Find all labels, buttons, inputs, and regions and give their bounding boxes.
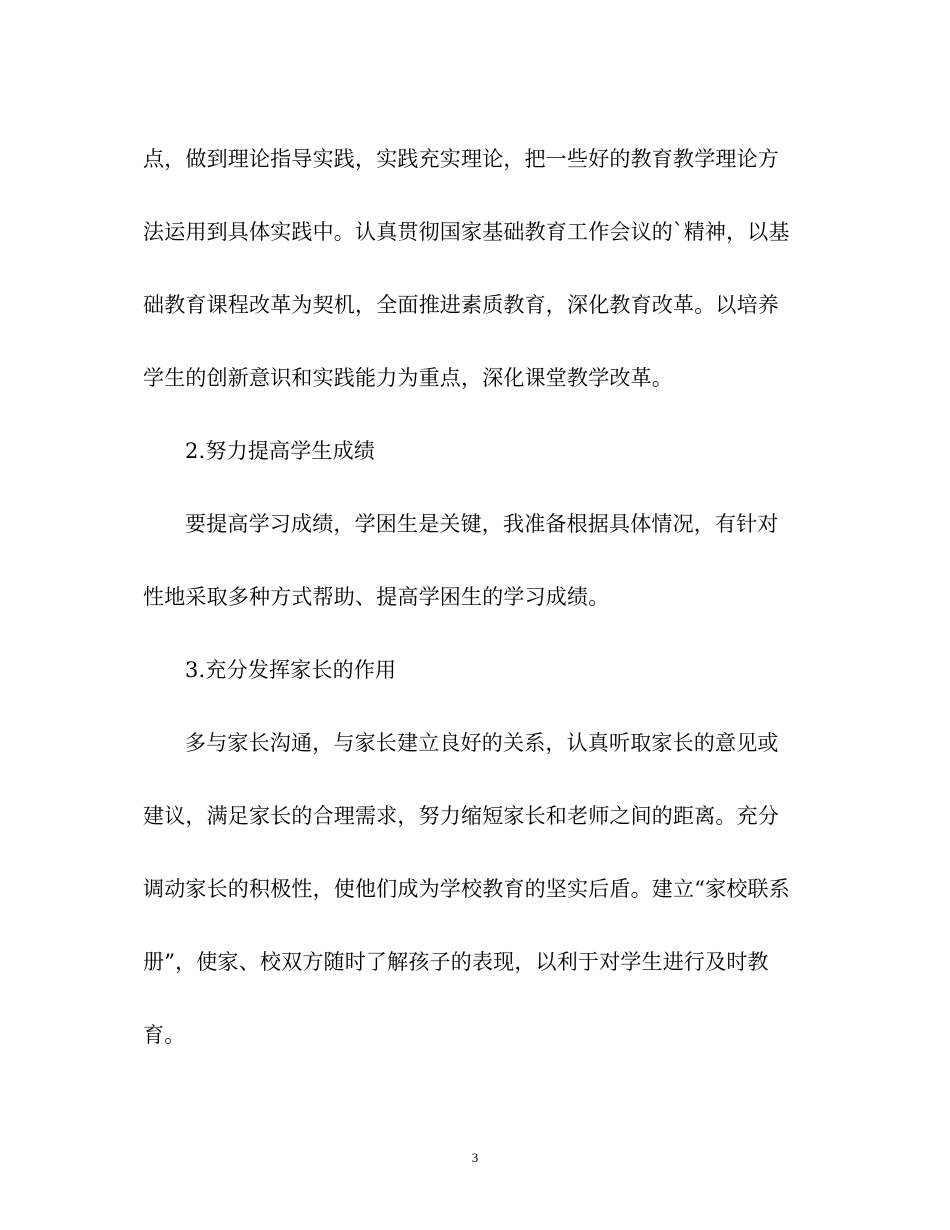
paragraph-line: 学生的创新意识和实践能力为重点，深化课堂教学改革。 (143, 366, 673, 390)
paragraph-line: 育。 (143, 1023, 186, 1047)
page-number: 3 (471, 1150, 479, 1165)
paragraph-line: 要提高学习成绩，学困生是关键，我准备根据具体情况，有针对 (185, 512, 779, 536)
paragraph-line: 法运用到具体实践中。认真贯彻国家基础教育工作会议的`精神，以基 (143, 220, 790, 244)
paragraph-line: 册”，使家、校双方随时了解孩子的表现，以利于对学生进行及时教 (143, 950, 769, 974)
paragraph-line: 多与家长沟通，与家长建立良好的关系，认真听取家长的意见或 (185, 731, 779, 755)
paragraph-line: 点，做到理论指导实践，实践充实理论，把一些好的教育教学理论方 (143, 147, 779, 171)
paragraph-line: 调动家长的积极性，使他们成为学校教育的坚实后盾。建立“家校联系 (143, 877, 790, 901)
document-body (143, 140, 813, 1089)
section-heading: 3.充分发挥家长的作用 (185, 658, 397, 682)
section-heading: 2.努力提高学生成绩 (185, 439, 376, 463)
paragraph-line: 础教育课程改革为契机，全面推进素质教育，深化教育改革。以培养 (143, 293, 779, 317)
paragraph-line: 性地采取多种方式帮助、提高学困生的学习成绩。 (143, 585, 610, 609)
paragraph-line: 建议，满足家长的合理需求，努力缩短家长和老师之间的距离。充分 (143, 804, 779, 828)
